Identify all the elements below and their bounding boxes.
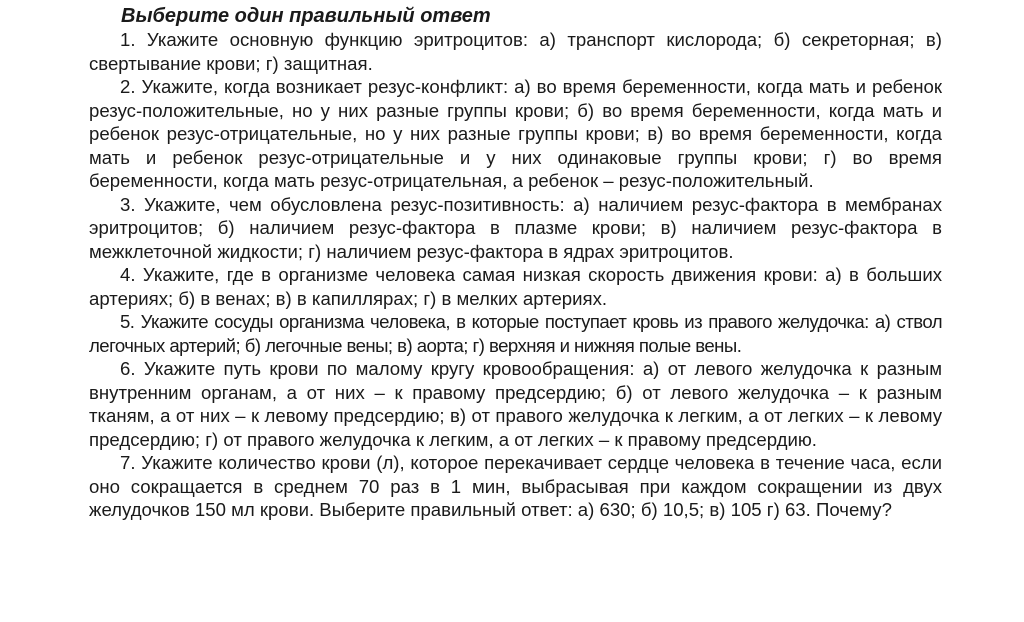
question-6: 6. Укажите путь крови по малому кругу кровообращения: а) от левого желудочка к разным внутренним органам, а от них – к правому предсердию; б) от левого желудочка – к разным тканям, а от них – к левому предсердию; в) от правого желудочка к легким, а от легких – к левому предсердию; г) от правого желудочка к легким, а от легких – к правому предсердию.: [89, 358, 942, 450]
question-4: 4. Укажите, где в организме человека самая низкая скорость движения крови: а) в больших артериях; б) в венах; в) в капиллярах; г) в мелких артериях.: [89, 264, 942, 309]
section-heading: Выберите один правильный ответ: [121, 5, 491, 27]
question-5: 5. Укажите сосуды организма человека, в которые поступает кровь из правого желудочка: а) ствол легочных артерий; б) легочные вены; в) аорта; г) верхняя и нижняя полые вены.: [89, 311, 942, 356]
question-1: 1. Укажите основную функцию эритроцитов: а) транспорт кислорода; б) секреторная; в) свертывание крови; г) защитная.: [89, 29, 942, 74]
question-3: 3. Укажите, чем обусловлена резус-позитивность: а) наличием резус-фактора в мембранах эритроцитов; б) наличием резус-фактора в плазме крови; в) наличием резус-фактора в межклеточной жидкости; г) наличием резус-фактора в ядрах эритроцитов.: [89, 193, 942, 262]
document-page: [89, 4, 942, 522]
question-2: 2. Укажите, когда возникает резус-конфликт: а) во время беременности, когда мать и ребенок резус-положительные, но у них разные группы крови; б) во время беременности, когда мать и ребенок резус-отрицательные, но у них разные группы крови; в) во время беременности, когда мать и ребенок резус-отрицательные и у них одинаковые группы крови; г) во время беременности, когда мать резус-отрицательная, а ребенок – резус-положительный.: [89, 76, 942, 191]
question-7: 7. Укажите количество крови (л), которое перекачивает сердце человека в течение часа, если оно сокращается в среднем 70 раз в 1 мин, выбрасывая при каждом сокращении из двух желудочков 150 мл крови. Выберите правильный ответ: а) 630; б) 10,5; в) 105 г) 63. Почему?: [89, 452, 942, 520]
